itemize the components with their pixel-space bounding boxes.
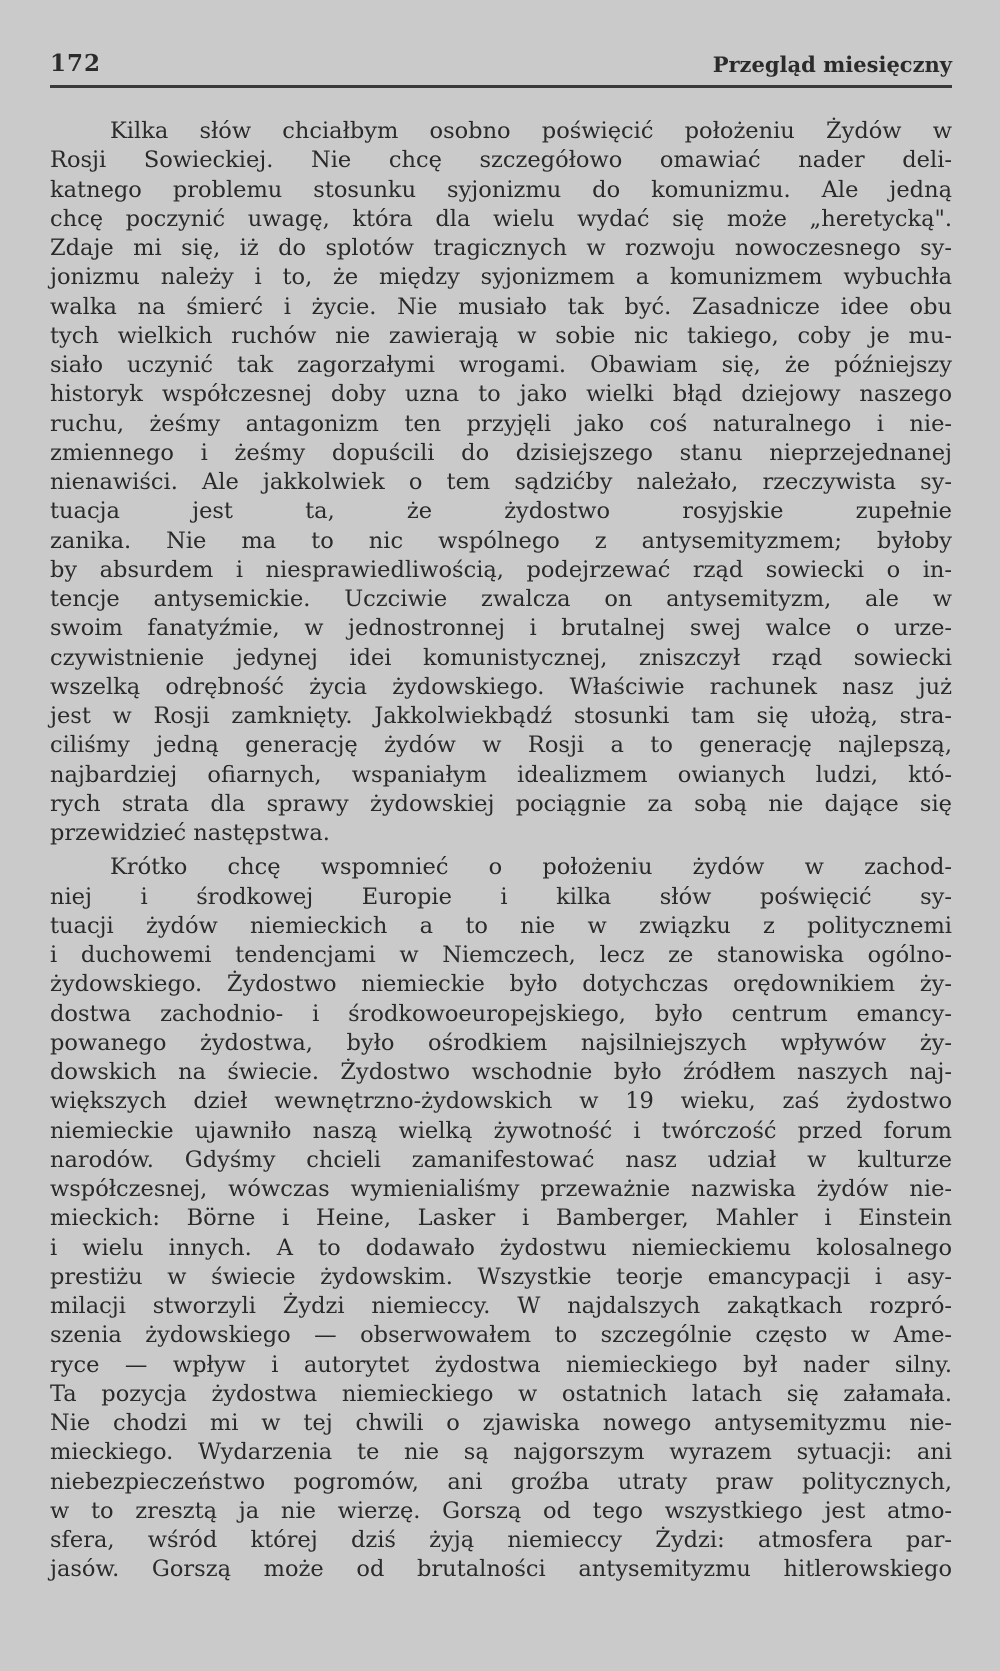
text-line: narodów. Gdyśmy chcieli zamanifestować nasz udział w kulturze [50, 1146, 952, 1173]
text-line: dostwa zachodnio- i środkowoeuropejskiego, było centrum emancy- [50, 1000, 952, 1027]
text-line: sfera, wśród której dziś żyją niemieccy Żydzi: atmosfera par- [50, 1527, 952, 1553]
text-line: mieckich: Börne i Heine, Lasker i Bamberger, Mahler i Einstein [50, 1205, 952, 1232]
text-line: jasów. Gorszą może od brutalności antysemityzmu hitlerowskiego [50, 1556, 952, 1583]
text-line: i duchowemi tendencjami w Niemczech, lecz ze stanowiska ogólno- [50, 942, 952, 968]
text-line: dowskich na świecie. Żydostwo wschodnie było źródłem naszych naj- [50, 1059, 952, 1085]
text-line: siało uczynić tak zagorzałymi wrogami. Obawiam się, że późniejszy [50, 352, 952, 378]
text-line: w to zresztą ja nie wierzę. Gorszą od tego wszystkiego jest atmo- [50, 1497, 952, 1524]
text-line: Zdaje mi się, iż do splotów tragicznych w rozwoju nowoczesnego sy- [50, 235, 952, 261]
page-number: 172 [50, 50, 102, 77]
text-line: zmiennego i żeśmy dopuścili do dzisiejszego stanu nieprzejednanej [50, 439, 952, 466]
text-line: historyk współczesnej doby uzna to jako wielki błąd dziejowy naszego [50, 381, 952, 408]
text-line: ruchu, żeśmy antagonizm ten przyjęli jako coś naturalnego i nie- [50, 410, 952, 437]
text-line: nienawiści. Ale jakkolwiek o tem sądzićby należało, rzeczywista sy- [50, 469, 952, 495]
paragraph [50, 117, 952, 848]
text-line: współczesnej, wówczas wymienialiśmy przeważnie nazwiska żydów nie- [50, 1176, 952, 1202]
text-line: prestiżu w świecie żydowskim. Wszystkie teorje emancypacji i asy- [50, 1263, 952, 1290]
header-rule [50, 85, 952, 88]
text-line: Kilka słów chciałbym osobno poświęcić położeniu Żydów w [110, 118, 952, 144]
text-line: katnego problemu stosunku syjonizmu do komunizmu. Ale jedną [50, 176, 952, 203]
text-line: ryce — wpływ i autorytet żydostwa niemieckiego był nader silny. [50, 1351, 952, 1378]
text-line: niemieckie ujawniło naszą wielką żywotność i twórczość przed forum [50, 1117, 952, 1144]
text-line: niebezpieczeństwo pogromów, ani groźba utraty praw politycznych, [50, 1468, 952, 1495]
running-title: Przegląd miesięczny [712, 52, 952, 77]
text-line: większych dzieł wewnętrzno-żydowskich w 19 wieku, zaś żydostwo [50, 1088, 952, 1115]
text-line: powanego żydostwa, było ośrodkiem najsilniejszych wpływów ży- [50, 1029, 952, 1056]
text-line: tuacja jest ta, że żydostwo rosyjskie zupełnie [50, 498, 952, 525]
text-line: Krótko chcę wspomnieć o położeniu żydów w zachod- [110, 854, 952, 881]
text-line: niej i środkowej Europie i kilka słów poświęcić sy- [50, 883, 952, 910]
text-line: szenia żydowskiego — obserwowałem to szczególnie często w Ame- [50, 1322, 952, 1349]
body-text [50, 117, 952, 1585]
paragraph [50, 853, 952, 1584]
text-line: jonizmu należy i to, że między syjonizmem a komunizmem wybuchła [50, 264, 952, 291]
text-line: swoim fanatyźmie, w jednostronnej i brutalnej swej walce o urze- [50, 615, 952, 642]
text-line: chcę poczynić uwagę, która dla wielu wydać się może „heretycką". [50, 205, 952, 232]
text-line: mieckiego. Wydarzenia te nie są najgorszym wyrazem sytuacji: ani [50, 1439, 952, 1466]
text-line: żydowskiego. Żydostwo niemieckie było dotychczas orędownikiem ży- [50, 971, 952, 998]
text-line: milacji stworzyli Żydzi niemieccy. W najdalszych zakątkach rozpró- [50, 1293, 952, 1319]
text-line: najbardziej ofiarnych, wspaniałym idealizmem owianych ludzi, któ- [50, 761, 952, 788]
text-line: zanika. Nie ma to nic wspólnego z antysemityzmem; byłoby [50, 527, 952, 554]
text-line: jest w Rosji zamknięty. Jakkolwiekbądź stosunki tam się ułożą, stra- [50, 703, 952, 729]
text-line: walka na śmierć i życie. Nie musiało tak być. Zasadnicze idee obu [50, 293, 952, 320]
text-line: Nie chodzi mi w tej chwili o zjawiska nowego antysemityzmu nie- [50, 1410, 952, 1436]
text-line: i wielu innych. A to dodawało żydostwu niemieckiemu kolosalnego [50, 1234, 952, 1261]
text-line: Ta pozycja żydostwa niemieckiego w ostatnich latach się załamała. [50, 1380, 952, 1407]
text-line: wszelką odrębność życia żydowskiego. Właściwie rachunek nasz już [50, 673, 952, 700]
text-line: ciliśmy jedną generację żydów w Rosji a to generację najlepszą, [50, 732, 952, 759]
text-line: rych strata dla sprawy żydowskiej pociągnie za sobą nie dające się [50, 790, 952, 817]
text-line: tych wielkich ruchów nie zawierają w sobie nic takiego, coby je mu- [50, 322, 952, 349]
text-line: czywistnienie jedynej idei komunistycznej, zniszczył rząd sowiecki [50, 644, 952, 671]
text-line: tencje antysemickie. Uczciwie zwalcza on antysemityzm, ale w [50, 586, 952, 612]
page-header [50, 46, 952, 82]
text-line: Rosji Sowieckiej. Nie chcę szczegółowo omawiać nader deli- [50, 147, 952, 174]
text-line: przewidzieć następstwa. [50, 820, 330, 846]
text-line: tuacji żydów niemieckich a to nie w związku z politycznemi [50, 912, 952, 939]
text-line: by absurdem i niesprawiedliwością, podejrzewać rząd sowiecki o in- [50, 556, 952, 583]
